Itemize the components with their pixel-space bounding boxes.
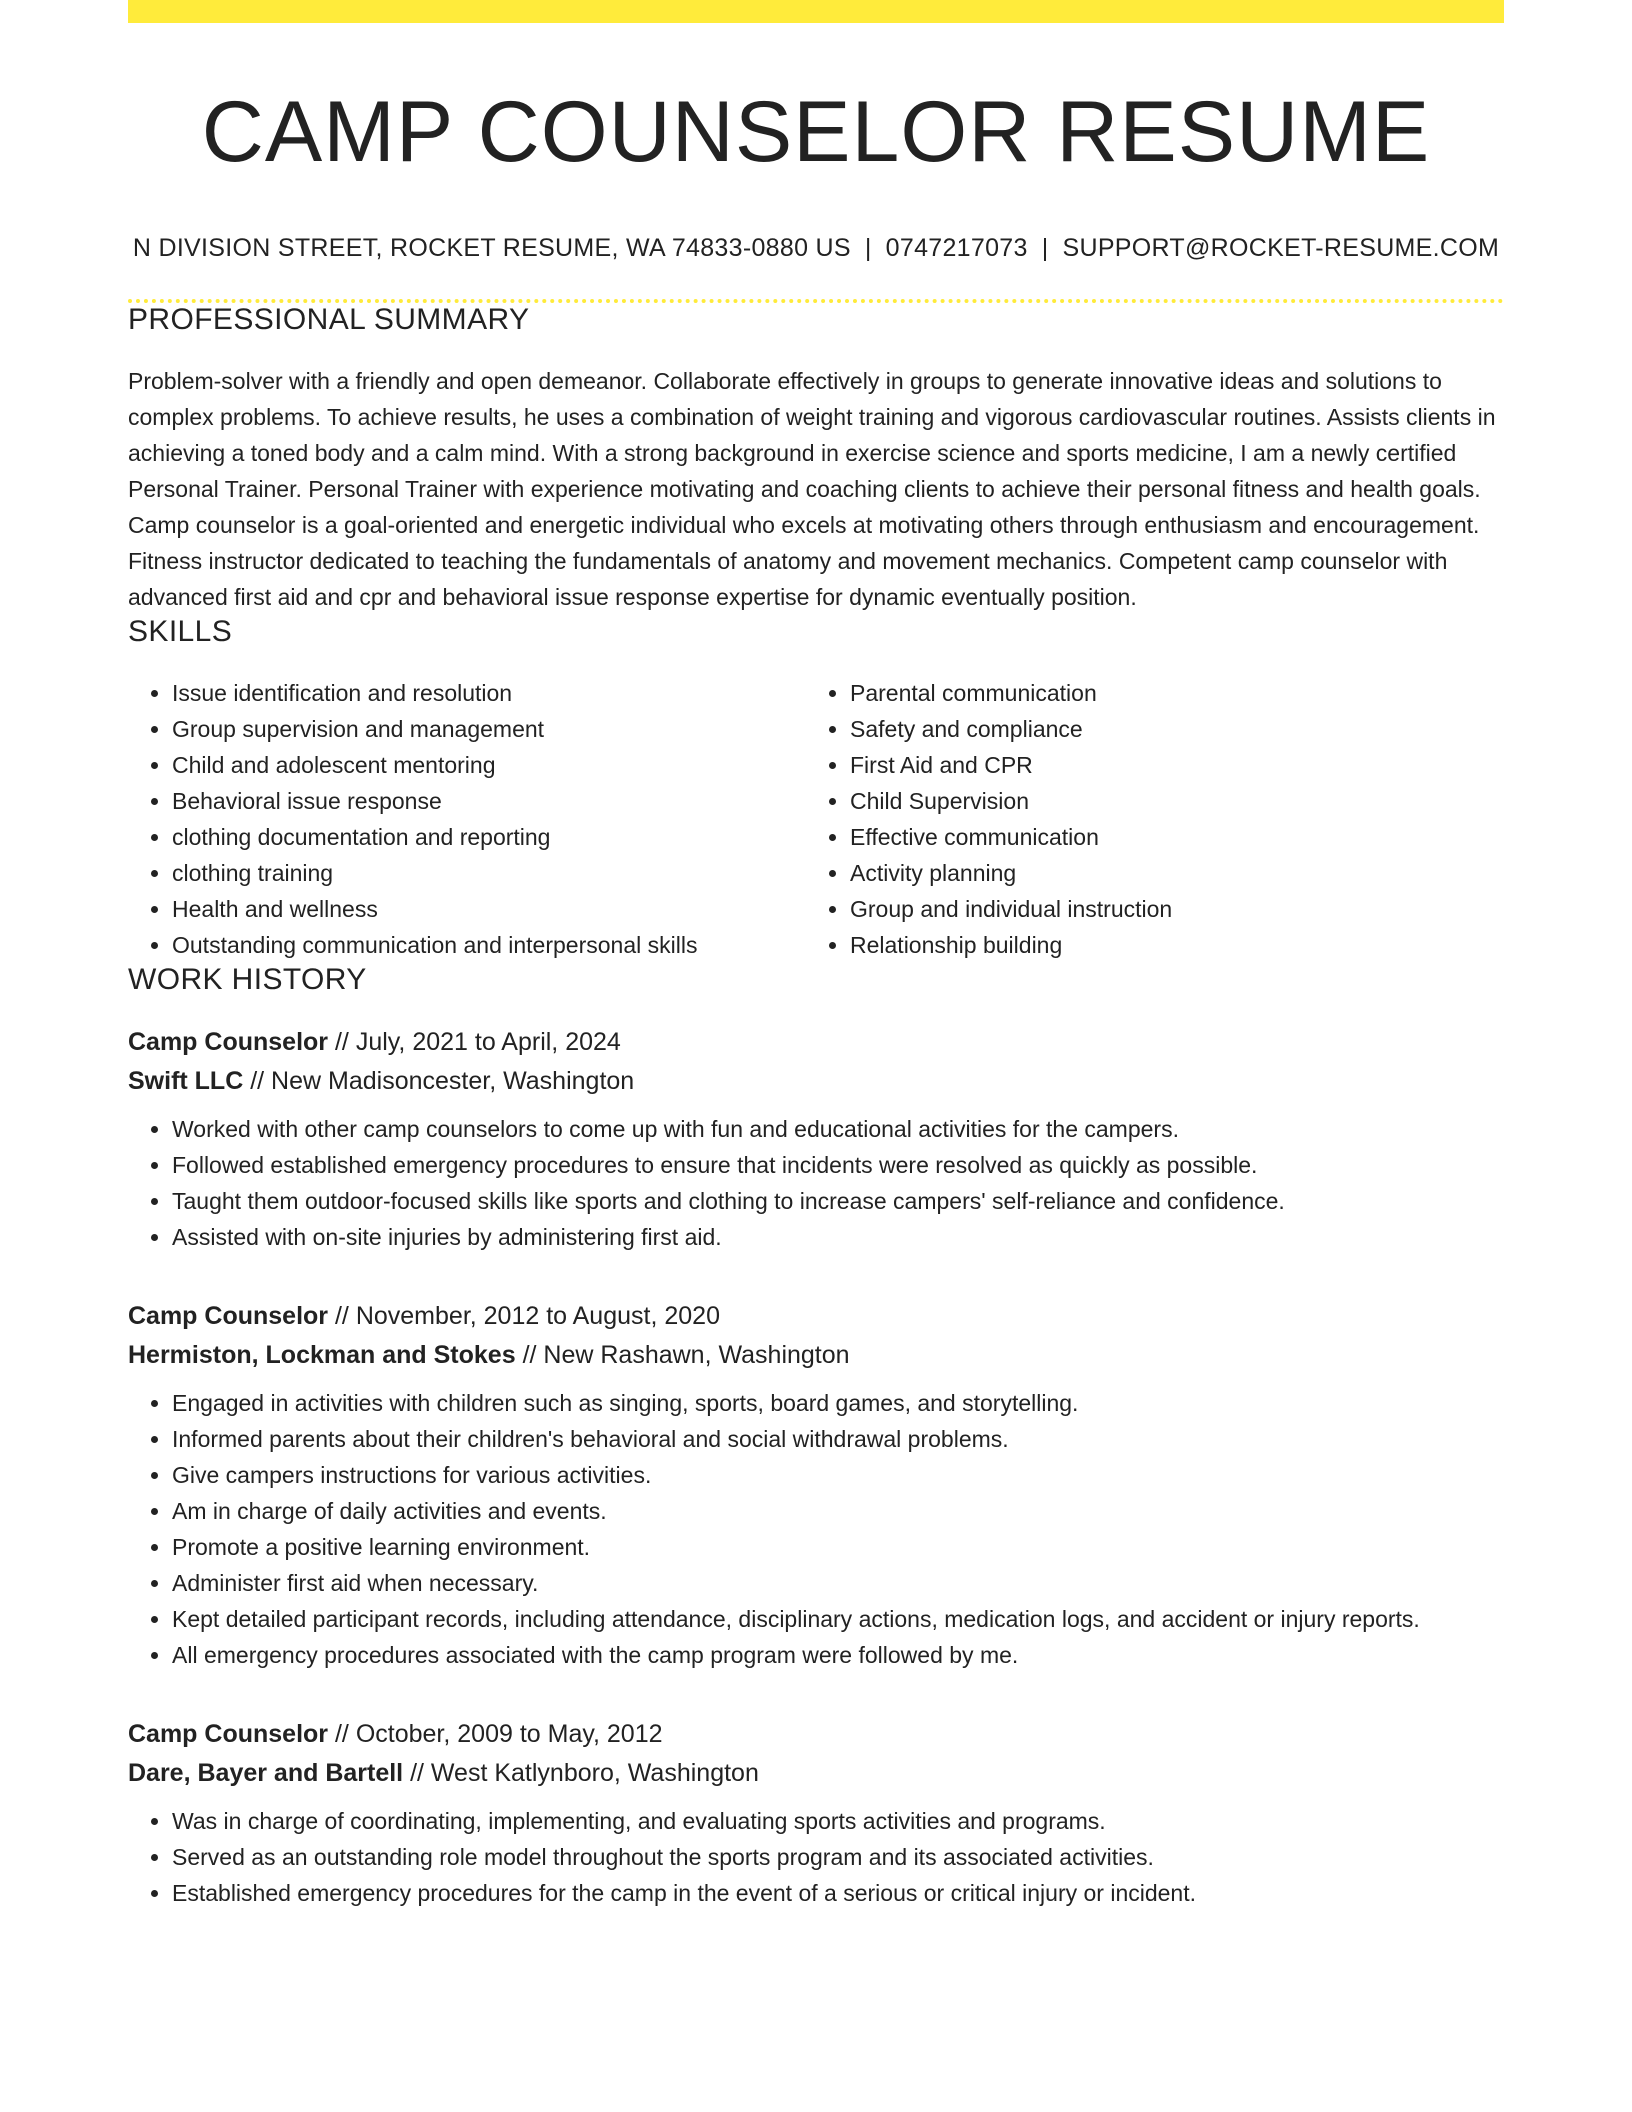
job-title-line xyxy=(128,1023,1504,1062)
job-title-line xyxy=(128,1297,1504,1336)
skill-item: • Parental communication xyxy=(850,675,1172,711)
job-bullet: • Followed established emergency procedures to ensure that incidents were resolved as quickly as possible. xyxy=(172,1147,1504,1183)
skill-item: • Activity planning xyxy=(850,855,1172,891)
job-bullet: • Am in charge of daily activities and events. xyxy=(172,1493,1504,1529)
job-bullet: • Was in charge of coordinating, implementing, and evaluating sports activities and programs. xyxy=(172,1803,1504,1839)
job-bullet: • Engaged in activities with children such as singing, sports, board games, and storytelling. xyxy=(172,1385,1504,1421)
skills-column-right xyxy=(806,675,1172,963)
contact-line xyxy=(128,234,1504,263)
job-bullet: • Served as an outstanding role model throughout the sports program and its associated activities. xyxy=(172,1839,1504,1875)
job-company-line xyxy=(128,1754,1504,1793)
job-entry xyxy=(128,1715,1504,1911)
job-dates: // November, 2012 to August, 2020 xyxy=(334,1301,720,1330)
skill-item: • Relationship building xyxy=(850,927,1172,963)
job-company: Swift LLC xyxy=(128,1066,244,1095)
job-bullet: • Assisted with on-site injuries by administering first aid. xyxy=(172,1219,1504,1255)
work-history-heading: WORK HISTORY xyxy=(128,962,367,996)
job-title: Camp Counselor xyxy=(128,1301,329,1330)
summary-heading: PROFESSIONAL SUMMARY xyxy=(128,302,530,336)
skills-list xyxy=(128,675,1504,963)
skill-item: • Outstanding communication and interpersonal skills xyxy=(172,927,806,963)
job-bullet: • Promote a positive learning environment. xyxy=(172,1529,1504,1565)
job-bullets xyxy=(128,1385,1504,1673)
job-company-line xyxy=(128,1336,1504,1375)
skill-item: • Effective communication xyxy=(850,819,1172,855)
job-bullets xyxy=(128,1803,1504,1911)
contact-separator: | xyxy=(864,233,872,262)
skills-column-left xyxy=(128,675,806,963)
skill-item: • clothing documentation and reporting xyxy=(172,819,806,855)
job-bullet: • Informed parents about their children's behavioral and social withdrawal problems. xyxy=(172,1421,1504,1457)
job-bullet: • Kept detailed participant records, including attendance, disciplinary actions, medication logs, and accident or injury reports. xyxy=(172,1601,1504,1637)
skill-item: • Behavioral issue response xyxy=(172,783,806,819)
contact-email: SUPPORT@ROCKET-RESUME.COM xyxy=(1062,233,1500,262)
summary-text: Problem-solver with a friendly and open demeanor. Collaborate effectively in groups to generate innovative ideas and solutions to complex problems. To achieve results, he uses a combination of weight training and vigorous cardiovascular routines. Assists clients in achieving a toned body and a calm mind. With a strong background in exercise science and sports medicine, I am a newly certified Personal Trainer. Personal Trainer with experience motivating and coaching clients to achieve their personal fitness and health goals. Camp counselor is a goal-oriented and energetic individual who excels at motivating others through enthusiasm and encouragement. Fitness instructor dedicated to teaching the fundamentals of anatomy and movement mechanics. Competent camp counselor with advanced first aid and cpr and behavioral issue response expertise for dynamic eventually position. xyxy=(128,367,1496,610)
accent-bar xyxy=(128,0,1504,23)
skill-item: • First Aid and CPR xyxy=(850,747,1172,783)
skills-heading: SKILLS xyxy=(128,614,233,648)
job-location: // West Katlynboro, Washington xyxy=(410,1758,759,1787)
job-bullets xyxy=(128,1111,1504,1255)
job-dates: // July, 2021 to April, 2024 xyxy=(334,1027,621,1056)
job-company: Hermiston, Lockman and Stokes xyxy=(128,1340,516,1369)
job-bullet: • Give campers instructions for various activities. xyxy=(172,1457,1504,1493)
skill-item: • Group and individual instruction xyxy=(850,891,1172,927)
skill-item: • Child and adolescent mentoring xyxy=(172,747,806,783)
job-title: Camp Counselor xyxy=(128,1719,329,1748)
job-location: // New Madisoncester, Washington xyxy=(250,1066,635,1095)
skill-item: • Child Supervision xyxy=(850,783,1172,819)
job-company-line xyxy=(128,1062,1504,1101)
skill-item: • Safety and compliance xyxy=(850,711,1172,747)
job-bullet: • All emergency procedures associated with the camp program were followed by me. xyxy=(172,1637,1504,1673)
job-bullet: • Taught them outdoor-focused skills like sports and clothing to increase campers' self-reliance and confidence. xyxy=(172,1183,1504,1219)
job-title: Camp Counselor xyxy=(128,1027,329,1056)
job-company: Dare, Bayer and Bartell xyxy=(128,1758,404,1787)
job-bullet: • Administer first aid when necessary. xyxy=(172,1565,1504,1601)
job-bullet: • Established emergency procedures for the camp in the event of a serious or critical injury or incident. xyxy=(172,1875,1504,1911)
job-entry xyxy=(128,1297,1504,1673)
contact-separator: | xyxy=(1041,233,1049,262)
skill-item: • clothing training xyxy=(172,855,806,891)
job-location: // New Rashawn, Washington xyxy=(522,1340,850,1369)
skill-item: • Group supervision and management xyxy=(172,711,806,747)
job-bullet: • Worked with other camp counselors to come up with fun and educational activities for the campers. xyxy=(172,1111,1504,1147)
job-title-line xyxy=(128,1715,1504,1754)
resume-title: CAMP COUNSELOR RESUME xyxy=(201,84,1431,180)
skill-item: • Issue identification and resolution xyxy=(172,675,806,711)
skill-item: • Health and wellness xyxy=(172,891,806,927)
contact-address: N DIVISION STREET, ROCKET RESUME, WA 74833-0880 US xyxy=(132,233,851,262)
job-dates: // October, 2009 to May, 2012 xyxy=(334,1719,663,1748)
resume-page xyxy=(128,0,1504,1911)
contact-phone: 0747217073 xyxy=(885,233,1028,262)
job-entry xyxy=(128,1023,1504,1255)
